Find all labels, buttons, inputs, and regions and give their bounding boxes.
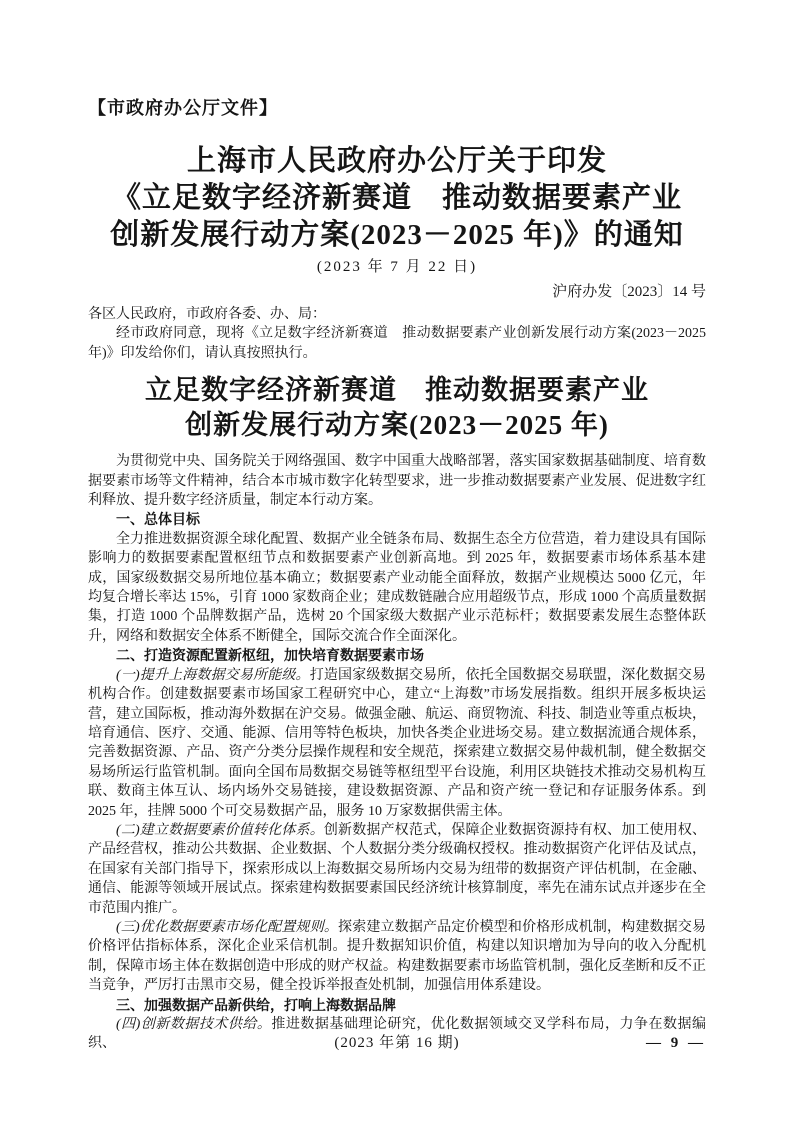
notice-body-paragraph: 经市政府同意，现将《立足数字经济新赛道 推动数据要素产业创新发展行动方案(2023－2025 年)》印发给你们，请认真按照执行。 bbox=[88, 326, 706, 361]
page-number: — 9 — bbox=[646, 1035, 706, 1051]
body-paragraph: (四)创新数据技术供给。推进数据基础理论研究，优化数据领域交叉学科布局，力争在数据编织、 bbox=[88, 1017, 706, 1052]
section-heading: 三、加强数据产品新供给，打响上海数据品牌 bbox=[116, 996, 396, 1013]
body-paragraph: (三)优化数据要素市场化配置规则。探索建立数据产品定价模型和价格形成机制，构建数据交易价格评估指标体系，深化企业采信机制。提升数据知识价值，构建以知识增加为导向的收入分配机制，保障市场主体在数据创造中形成的财产权益。构建数据要素市场监管机制，强化反垄断和反不正当竞争，严厉打击黑市交易，健全投诉举报查处机制，加强信用体系建设。 bbox=[88, 919, 707, 994]
paragraph-lead-sentence: (一)提升上海数据交易所能级。 bbox=[116, 667, 310, 683]
journal-issue-label: (2023 年第 16 期) bbox=[334, 1035, 460, 1051]
notice-salutation: 各区人民政府，市政府各委、办、局： bbox=[88, 307, 326, 322]
paragraph-lead-sentence: (三)优化数据要素市场化配置规则。 bbox=[116, 919, 339, 935]
notice-title-line-3: 创新发展行动方案(2023－2025 年)》的通知 bbox=[110, 219, 684, 251]
section-heading: 一、总体目标 bbox=[116, 511, 200, 528]
paragraph-lead-sentence: (二)建立数据要素价值转化体系。 bbox=[116, 822, 324, 838]
body-paragraph: 为贯彻党中央、国务院关于网络强国、数字中国重大战略部署，落实国家数据基础制度、培育数据要素市场等文件精神，结合本市城市数字化转型要求，进一步推动数据要素产业发展、促进数字红利释放、提升数字经济质量，制定本行动方案。 bbox=[88, 454, 706, 509]
document-category-label: 【市政府办公厅文件】 bbox=[88, 98, 278, 118]
plan-title bbox=[88, 373, 706, 443]
section-heading: 二、打造资源配置新枢纽，加快培育数据要素市场 bbox=[116, 647, 424, 664]
body-paragraph: (二)建立数据要素价值转化体系。创新数据产权范式，保障企业数据资源持有权、加工使用权、产品经营权，推动公共数据、企业数据、个人数据分类分级确权授权。推动数据资产化评估及试点，在国家有关部门指导下，探索形成以上海数据交易所场内交易为纽带的数据资产评估机制，在金融、通信、能源等领域开展试点。探索建构数据要素国民经济统计核算制度，率先在浦东试点并逐步在全市范围内推广。 bbox=[88, 822, 707, 916]
plan-title-line-1: 立足数字经济新赛道 推动数据要素产业 bbox=[145, 375, 649, 406]
body-paragraph: 全力推进数据资源全球化配置、数据产业全链条布局、数据生态全方位营造，着力建设具有国际影响力的数据要素配置枢纽节点和数据要素产业创新高地。到 2025 年，数据要素市场体系基本建成，国家级数据交易所地位基本确立；数据要素产业动能全面释放，数据产业规模达 5000 亿元，年均复合增长率达 15%，引育 1000 家数商企业；建成数链融合应用超级节点，形成 1000 个高质量数据集，打造 1000 个品牌数据产品，选树 20 个国家级大数据产业示范标杆；数据要素发展生态整体跃升，网络和数据安全体系不断健全，国际交流合作全面深化。 bbox=[88, 531, 706, 644]
paragraph-lead-sentence: (四)创新数据技术供给。 bbox=[116, 1017, 272, 1032]
page-footer bbox=[88, 1033, 706, 1055]
notice-date: (2023 年 7 月 22 日) bbox=[316, 259, 478, 275]
notice-title-line-2: 《立足数字经济新赛道 推动数据要素产业 bbox=[111, 182, 682, 214]
plan-body bbox=[88, 452, 706, 1054]
notice-title-line-1: 上海市人民政府办公厅关于印发 bbox=[186, 145, 607, 177]
document-number: 沪府办发〔2023〕14 号 bbox=[552, 284, 706, 300]
body-paragraph: (一)提升上海数据交易所能级。打造国家级数据交易所，依托全国数据交易联盟，深化数据交易机构合作。创建数据要素市场国家工程研究中心，建立“上海数”市场发展指数。组织开展多板块运营，建立国际板，推动海外数据在沪交易。做强金融、航运、商贸物流、科技、制造业等重点板块，培育通信、医疗、交通、能源、信用等特色板块，加快各类企业进场交易。建立数据流通合规体系，完善数据资源、产品、资产分类分层操作规程和安全规范，探索建立数据交易仲裁机制，健全数据交易场所运行监管机制。面向全国布局数据交易链等枢纽型平台设施，利用区块链技术推动交易机构互联、数商主体互认、场内场外交易链接，建设数据资源、产品和资产统一登记和存证服务体系。到 2025 年，挂牌 5000 个可交易数据产品，服务 10 万家数据供需主体。 bbox=[88, 667, 707, 819]
notice-title bbox=[88, 143, 706, 254]
plan-title-line-2: 创新发展行动方案(2023－2025 年) bbox=[185, 410, 609, 441]
document-content bbox=[88, 0, 706, 1054]
